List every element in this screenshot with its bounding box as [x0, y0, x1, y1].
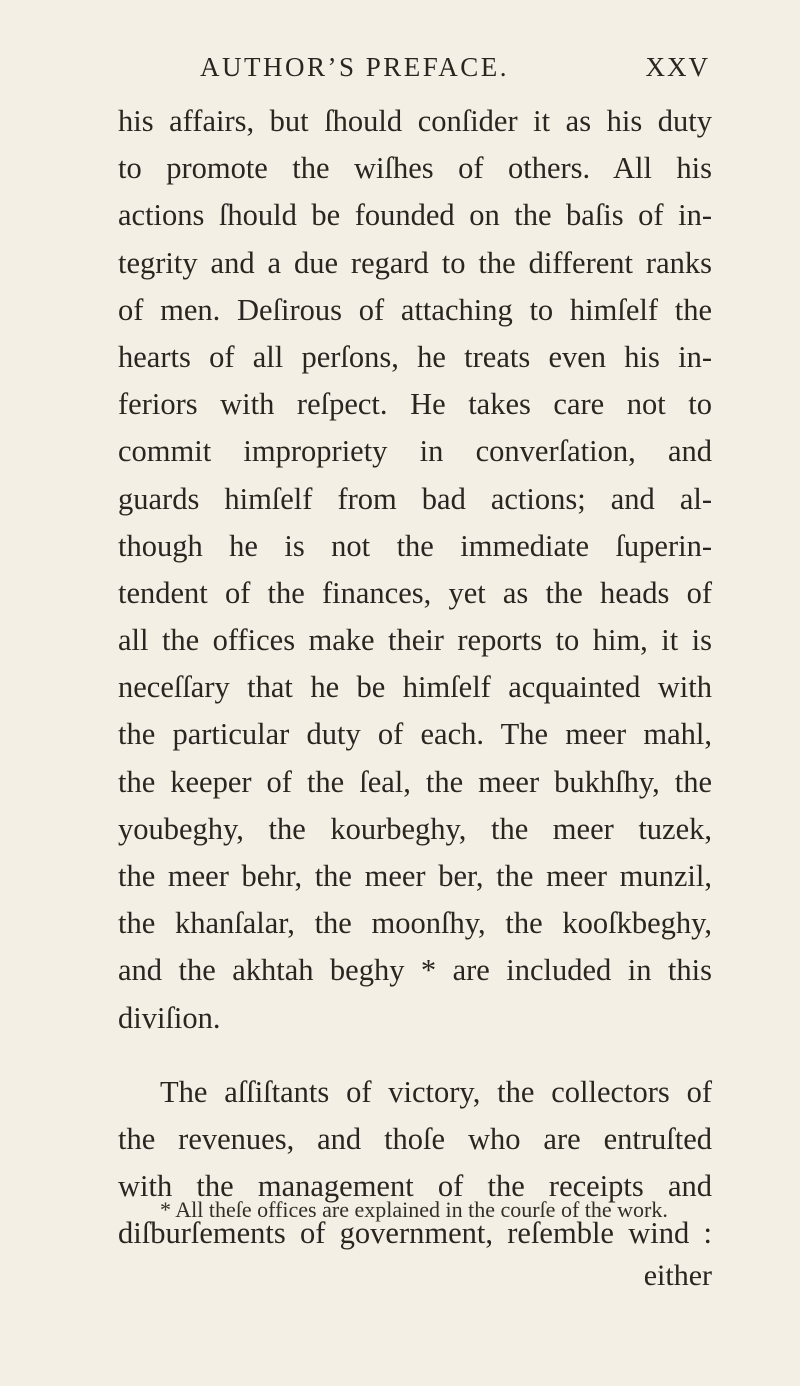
text-line: all the offices make their reports to him, it is	[118, 623, 712, 658]
text-line: the keeper of the ſeal, the meer bukhſhy, the	[118, 764, 712, 799]
body-text	[118, 98, 712, 1258]
text-line: diviſion.	[118, 1000, 221, 1035]
text-line: and the akhtah beghy * are included in this	[118, 953, 712, 988]
running-head	[190, 52, 710, 92]
text-line: The aſſiſtants of victory, the collectors of	[160, 1074, 712, 1109]
text-line: commit impropriety in converſation, and	[118, 434, 712, 469]
paragraph-gap	[118, 1042, 712, 1069]
text-line: the particular duty of each. The meer mahl,	[118, 717, 712, 752]
catchword: either	[643, 1259, 712, 1292]
paragraph-1	[118, 98, 712, 1042]
text-line: the khanſalar, the moonſhy, the kooſkbeghy,	[118, 906, 712, 941]
text-line: youbeghy, the kourbeghy, the meer tuzek,	[118, 811, 712, 846]
text-line: hearts of all perſons, he treats even his in-	[118, 339, 712, 374]
text-line: his affairs, but ſhould conſider it as his duty	[118, 104, 712, 138]
text-line: though he is not the immediate ſuperin-	[118, 528, 712, 563]
text-line: tendent of the finances, yet as the heads of	[118, 575, 712, 610]
text-line: neceſſary that he be himſelf acquainted with	[118, 670, 712, 705]
text-line: of men. Deſirous of attaching to himſelf the	[118, 292, 712, 327]
text-line: the revenues, and thoſe who are entruſted	[118, 1121, 712, 1156]
running-head-title: AUTHOR’S PREFACE.	[200, 52, 510, 82]
text-line: to promote the wiſhes of others. All his	[118, 151, 712, 186]
page-number: XXV	[645, 52, 710, 82]
text-line: actions ſhould be founded on the baſis of in-	[118, 198, 712, 233]
text-line: with the management of the receipts and	[118, 1169, 712, 1204]
text-line: diſburſements of government, reſemble wind :	[118, 1216, 712, 1251]
footnote: * All theſe offices are explained in the courſe of the work.	[160, 1197, 668, 1222]
paragraph-2	[118, 1069, 712, 1258]
text-line: feriors with reſpect. He takes care not to	[118, 387, 712, 422]
text-line: guards himſelf from bad actions; and al-	[118, 481, 712, 516]
text-line: the meer behr, the meer ber, the meer munzil,	[118, 859, 712, 893]
text-line: tegrity and a due regard to the different ranks	[118, 245, 712, 280]
